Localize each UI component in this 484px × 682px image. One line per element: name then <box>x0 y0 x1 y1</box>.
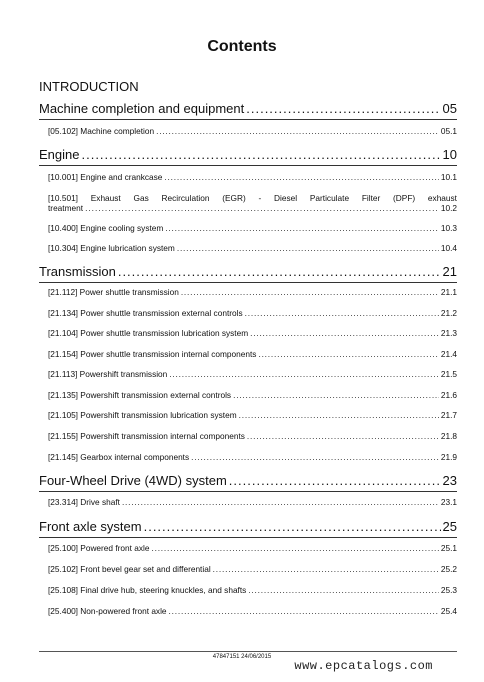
toc-item[interactable] <box>48 606 457 616</box>
section-label: Transmission <box>39 264 116 279</box>
toc-item[interactable] <box>48 410 457 420</box>
dot-leader <box>248 585 439 595</box>
item-page: 10.4 <box>440 243 457 253</box>
item-label: [21.155] Powershift transmission internal components <box>48 431 245 441</box>
toc-section-engine[interactable] <box>39 147 457 162</box>
item-label: [10.001] Engine and crankcase <box>48 172 163 182</box>
toc-item-wrapped[interactable] <box>48 193 457 213</box>
toc-item[interactable] <box>48 223 457 233</box>
section-divider <box>39 165 457 166</box>
toc-item[interactable] <box>48 369 457 379</box>
section-page: 23 <box>442 473 457 488</box>
dot-leader <box>169 369 439 379</box>
dot-leader <box>164 172 438 182</box>
item-page: 21.4 <box>440 349 457 359</box>
item-label: [25.102] Front bevel gear set and differential <box>48 564 211 574</box>
dot-leader <box>151 543 438 553</box>
toc-item[interactable] <box>48 564 457 574</box>
toc-item[interactable] <box>48 390 457 400</box>
dot-leader <box>169 606 439 616</box>
dot-leader <box>245 308 439 318</box>
section-page: 10 <box>442 147 457 162</box>
item-page: 10.3 <box>440 223 457 233</box>
section-page: 25 <box>442 519 457 534</box>
item-label: [21.113] Powershift transmission <box>48 369 168 379</box>
item-label: [10.304] Engine lubrication system <box>48 243 175 253</box>
item-label: [05.102] Machine completion <box>48 126 155 136</box>
toc-item[interactable] <box>48 431 457 441</box>
dot-leader <box>181 287 439 297</box>
section-divider <box>39 119 457 120</box>
dot-leader <box>233 390 439 400</box>
item-page: 21.6 <box>440 390 457 400</box>
item-label: treatment <box>48 203 84 213</box>
dot-leader <box>165 223 439 233</box>
item-page: 25.4 <box>440 606 457 616</box>
dot-leader <box>177 243 439 253</box>
dot-leader <box>247 431 439 441</box>
footer-text: 47847151 24/06/2015 <box>212 654 272 660</box>
item-label: [21.112] Power shuttle transmission <box>48 287 179 297</box>
toc-section-transmission[interactable] <box>39 264 457 279</box>
section-label: Four-Wheel Drive (4WD) system <box>39 473 227 488</box>
toc-item[interactable] <box>48 452 457 462</box>
toc-item[interactable] <box>48 308 457 318</box>
page-title: Contents <box>207 38 277 55</box>
section-divider <box>39 282 457 283</box>
toc-item[interactable] <box>48 328 457 338</box>
toc-item[interactable] <box>48 126 457 136</box>
item-page: 21.9 <box>440 452 457 462</box>
item-page: 21.5 <box>440 369 457 379</box>
item-label: [21.105] Powershift transmission lubrication system <box>48 410 237 420</box>
dot-leader <box>144 519 441 534</box>
item-label: [21.134] Power shuttle transmission external controls <box>48 308 243 318</box>
toc-section-front-axle[interactable] <box>39 519 457 534</box>
dot-leader <box>213 564 439 574</box>
dot-leader <box>85 203 439 213</box>
toc-item[interactable] <box>48 497 457 507</box>
item-label: [21.145] Gearbox internal components <box>48 452 190 462</box>
item-page: 25.2 <box>440 564 457 574</box>
footer-divider <box>39 651 457 652</box>
toc-item[interactable] <box>48 287 457 297</box>
section-label: Engine <box>39 147 80 162</box>
section-divider <box>39 491 457 492</box>
item-label: [25.400] Non-powered front axle <box>48 606 167 616</box>
dot-leader <box>81 147 440 162</box>
item-page: 10.2 <box>440 203 457 213</box>
dot-leader <box>118 264 441 279</box>
item-page: 21.3 <box>440 328 457 338</box>
item-page: 05.1 <box>440 126 457 136</box>
toc-section-machine-completion[interactable] <box>39 101 457 116</box>
item-page: 21.7 <box>440 410 457 420</box>
dot-leader <box>156 126 439 136</box>
dot-leader <box>246 101 440 116</box>
toc-item[interactable] <box>48 172 457 182</box>
item-page: 23.1 <box>440 497 457 507</box>
item-label: [25.108] Final drive hub, steering knuckles, and shafts <box>48 585 247 595</box>
item-label: [21.104] Power shuttle transmission lubrication system <box>48 328 249 338</box>
dot-leader <box>191 452 439 462</box>
item-page: 25.3 <box>440 585 457 595</box>
section-page: 21 <box>442 264 457 279</box>
dot-leader <box>229 473 441 488</box>
section-divider <box>39 537 457 538</box>
item-label: [23.314] Drive shaft <box>48 497 120 507</box>
toc-item[interactable] <box>48 543 457 553</box>
toc-item[interactable] <box>48 585 457 595</box>
section-label: Front axle system <box>39 519 142 534</box>
item-page: 21.8 <box>440 431 457 441</box>
toc-section-4wd[interactable] <box>39 473 457 488</box>
section-page: 05 <box>442 101 457 116</box>
item-label: [25.100] Powered front axle <box>48 543 150 553</box>
item-page: 10.1 <box>440 172 457 182</box>
item-label-line1: [10.501] Exhaust Gas Recirculation (EGR) - Diesel Particulate Filter (DPF) exhaust <box>48 193 457 203</box>
dot-leader <box>122 497 439 507</box>
watermark-link[interactable]: www.epcatalogs.com <box>294 659 433 673</box>
toc-item[interactable] <box>48 243 457 253</box>
section-label: Machine completion and equipment <box>39 101 245 116</box>
item-page: 21.2 <box>440 308 457 318</box>
item-page: 21.1 <box>440 287 457 297</box>
item-label: [10.400] Engine cooling system <box>48 223 164 233</box>
item-label: [21.135] Powershift transmission external controls <box>48 390 232 400</box>
dot-leader <box>239 410 439 420</box>
dot-leader <box>250 328 439 338</box>
dot-leader <box>258 349 438 359</box>
item-label: [21.154] Power shuttle transmission internal components <box>48 349 257 359</box>
toc-item[interactable] <box>48 349 457 359</box>
item-page: 25.1 <box>440 543 457 553</box>
introduction-heading: INTRODUCTION <box>39 79 139 94</box>
